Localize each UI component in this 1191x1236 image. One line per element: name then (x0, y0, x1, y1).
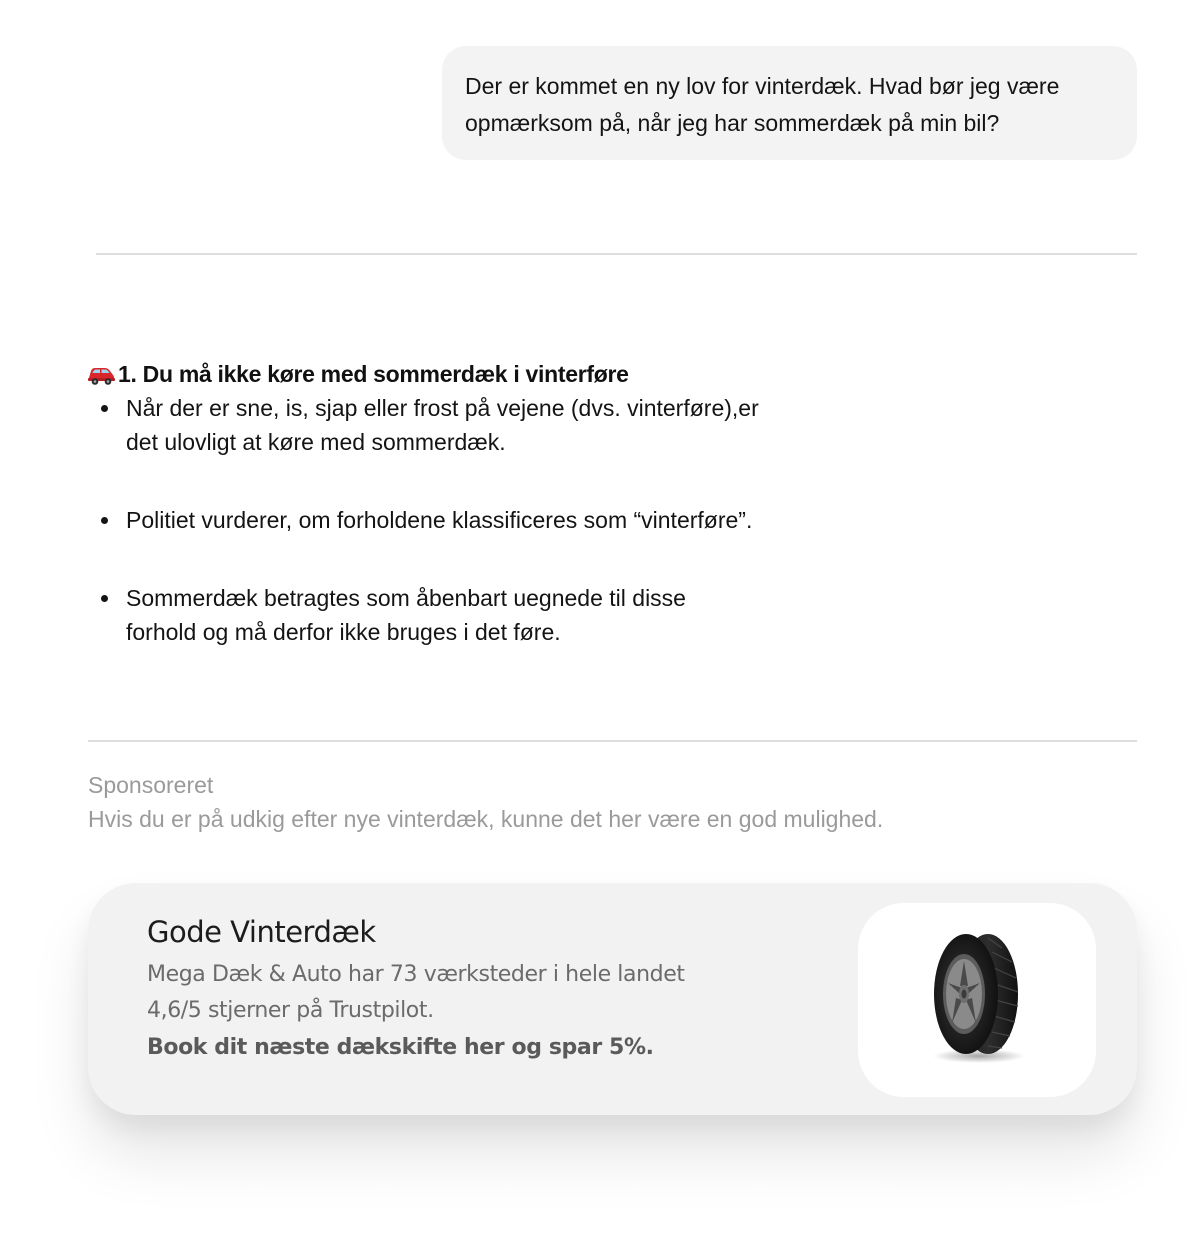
bullet-1-line-2: det ulovligt at køre med sommerdæk. (126, 429, 506, 455)
bullet-2-line-1: Politiet vurderer, om forholdene klassificeres som “vinterføre”. (126, 507, 753, 533)
user-message-line-1: Der er kommet en ny lov for vinterdæk. Hvad bør jeg være (465, 73, 1060, 99)
bullet-1-line-1: Når der er sne, is, sjap eller frost på vejene (dvs. vinterføre),er (126, 395, 759, 421)
bullet-3-line-2: forhold og må derfor ikke bruges i det føre. (126, 619, 561, 645)
answer-heading (86, 357, 846, 391)
user-message-line-2: opmærksom på, når jeg har sommerdæk på min bil? (465, 110, 1000, 136)
bullet-3-line-1: Sommerdæk betragtes som åbenbart uegnede til disse (126, 585, 686, 611)
car-icon (86, 359, 116, 389)
list-item (86, 503, 846, 537)
user-message-bubble (442, 46, 1137, 160)
ad-cta-link[interactable]: Book dit næste dækskifte her og spar 5%. (147, 1035, 654, 1060)
sponsored-text: Hvis du er på udkig efter nye vinterdæk, kunne det her være en god mulighed. (88, 806, 884, 832)
tire-icon (922, 928, 1032, 1073)
ad-card[interactable] (88, 883, 1137, 1115)
bullet-dot-icon (101, 405, 108, 412)
ad-title[interactable]: Gode Vinterdæk (147, 915, 376, 949)
ad-image[interactable] (858, 903, 1096, 1097)
list-item (86, 581, 846, 649)
answer-heading-text: 1. Du må ikke køre med sommerdæk i vinterføre (118, 361, 629, 387)
list-item (86, 391, 846, 459)
top-divider (96, 253, 1137, 255)
bullet-dot-icon (101, 517, 108, 524)
sponsored-divider (88, 740, 1137, 742)
sponsored-label: Sponsoreret (88, 772, 214, 798)
answer-bullet-list (86, 391, 846, 649)
ad-description-line-1: Mega Dæk & Auto har 73 værksteder i hele landet (147, 962, 685, 987)
assistant-answer (86, 357, 846, 649)
bullet-dot-icon (101, 595, 108, 602)
ad-rating-line: 4,6/5 stjerner på Trustpilot. (147, 998, 434, 1023)
